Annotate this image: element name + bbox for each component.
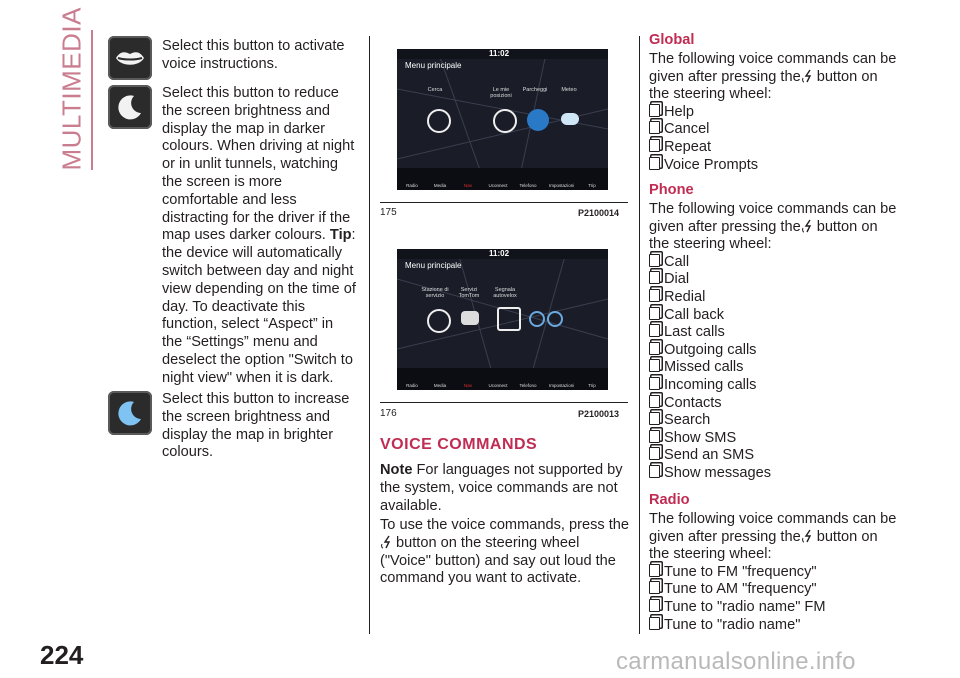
location-icon bbox=[493, 109, 517, 133]
command-item bbox=[649, 430, 736, 448]
section-title: VOICE COMMANDS bbox=[380, 436, 538, 453]
note-label: Note bbox=[380, 462, 413, 478]
voice-button-icon bbox=[801, 219, 817, 233]
screen-bottom-item: Impostazioni bbox=[549, 183, 575, 188]
checkbox-icon bbox=[649, 271, 660, 284]
night-view-text: Select this button to reduce the screen brightness and display the map in darker colours. When driving at night or in unlit tunnels, watching the screen is more comfortable and less distracting for the driver if the map uses darker colours. bbox=[162, 85, 355, 244]
command-item bbox=[649, 289, 705, 307]
screen-bottom-item: Uconnect bbox=[488, 383, 508, 388]
note-text: For languages not supported by the system, voice commands are not available. bbox=[380, 462, 623, 514]
command-text: Help bbox=[664, 103, 695, 120]
command-item bbox=[649, 121, 709, 139]
command-item bbox=[649, 324, 725, 342]
command-text: Search bbox=[664, 412, 711, 429]
watermark: carmanualsonline.info bbox=[616, 648, 856, 675]
checkbox-icon bbox=[649, 395, 660, 408]
checkbox-icon bbox=[649, 104, 660, 117]
moon-bright-icon bbox=[108, 391, 152, 435]
subheading-phone: Phone bbox=[649, 182, 694, 198]
checkbox-icon bbox=[649, 157, 660, 170]
screen-bottom-item: Uconnect bbox=[488, 183, 508, 188]
command-item bbox=[649, 581, 817, 599]
checkbox-icon bbox=[649, 289, 660, 302]
command-item bbox=[649, 139, 711, 157]
checkbox-icon bbox=[649, 254, 660, 267]
screen-menu-title: Menu principale bbox=[405, 261, 462, 270]
command-text: Redial bbox=[664, 289, 706, 305]
car-icon bbox=[461, 311, 479, 325]
command-text: Cancel bbox=[664, 121, 710, 138]
paragraph-night-view bbox=[162, 85, 356, 388]
checkbox-icon bbox=[649, 121, 660, 134]
figure-175-screen bbox=[397, 49, 608, 190]
column-divider-1 bbox=[369, 36, 370, 634]
checkbox-icon bbox=[649, 342, 660, 355]
screen-menu-title: Menu principale bbox=[405, 61, 462, 70]
command-text: Tune to FM "frequency" bbox=[664, 563, 817, 580]
command-item bbox=[649, 254, 689, 272]
command-text: Send an SMS bbox=[664, 447, 755, 464]
usage-before: To use the voice commands, press the bbox=[380, 517, 630, 533]
tip-label: Tip bbox=[329, 227, 352, 244]
subheading-global: Global bbox=[649, 32, 695, 48]
checkbox-icon bbox=[649, 617, 660, 630]
command-text: Show SMS bbox=[664, 429, 737, 446]
screen-bottom-item: Trip bbox=[588, 183, 596, 188]
checkbox-icon bbox=[649, 377, 660, 390]
parking-icon bbox=[527, 109, 549, 131]
speed-camera-icon bbox=[497, 307, 521, 331]
screen-bottom-item: Nav bbox=[463, 183, 472, 188]
intro-line: The following voice commands can be bbox=[649, 51, 897, 67]
checkbox-icon bbox=[649, 564, 660, 577]
command-item bbox=[649, 377, 756, 395]
settings-icon bbox=[529, 311, 545, 327]
tip-text: : the device will automatically switch between day and night view depending on the time of day. To deactivate this function, select “Aspect” in the “Settings” menu and deselect the option "Switch to night view" when it is dark. bbox=[162, 227, 356, 386]
screen-label: Meteo bbox=[561, 87, 577, 93]
moon-dark-icon bbox=[108, 85, 152, 129]
figure-number: 176 bbox=[380, 408, 397, 419]
command-text: Voice Prompts bbox=[664, 156, 759, 173]
command-text: Tune to AM "frequency" bbox=[664, 581, 817, 598]
command-item bbox=[649, 564, 817, 582]
command-text: Show messages bbox=[664, 465, 772, 481]
screen-bottom-item: Media bbox=[433, 183, 447, 188]
screen-label: Le mie posizioni bbox=[490, 87, 512, 99]
command-text: Call back bbox=[664, 306, 725, 323]
page-number: 224 bbox=[40, 640, 84, 670]
screen-bottom-item: Impostazioni bbox=[549, 383, 575, 388]
command-text: Repeat bbox=[664, 139, 712, 155]
intro-line: given after pressing the button on bbox=[649, 528, 878, 545]
command-item bbox=[649, 447, 754, 465]
fuel-station-icon bbox=[427, 309, 451, 333]
command-item bbox=[649, 599, 826, 617]
command-text: Call bbox=[664, 253, 690, 270]
screen-bottom-item: Media bbox=[433, 383, 447, 388]
command-text: Dial bbox=[664, 271, 690, 288]
screen-time: 11:02 bbox=[489, 49, 510, 58]
figure-code: P2100014 bbox=[578, 208, 620, 218]
screen-label: Cerca bbox=[427, 87, 443, 93]
lips-icon bbox=[108, 36, 152, 80]
intro-line: given after pressing the button on bbox=[649, 68, 878, 85]
command-item bbox=[649, 342, 756, 360]
usage-paragraph bbox=[380, 517, 630, 588]
paragraph-day-view: Select this button to increase the screen brightness and display the map in brighter colours. bbox=[162, 391, 350, 461]
checkbox-icon bbox=[649, 430, 660, 443]
screen-label: Segnala autovelox bbox=[493, 287, 517, 299]
screen-bottom-item: Nav bbox=[463, 383, 472, 388]
figure-caption-rule bbox=[380, 202, 628, 203]
side-tab bbox=[54, 7, 87, 171]
screen-bottom-item: Telefono bbox=[519, 383, 537, 388]
checkbox-icon bbox=[649, 599, 660, 612]
voice-button-icon bbox=[801, 69, 817, 83]
figure-code: P2100013 bbox=[578, 409, 620, 419]
screen-time: 11:02 bbox=[489, 249, 510, 258]
search-icon bbox=[427, 109, 451, 133]
intro-line: given after pressing the button on bbox=[649, 218, 878, 235]
help-icon bbox=[547, 311, 563, 327]
intro-line: The following voice commands can be bbox=[649, 201, 897, 217]
screen-bottom-item: Telefono bbox=[519, 183, 537, 188]
checkbox-icon bbox=[649, 581, 660, 594]
screen-bottom-item: Radio bbox=[406, 183, 418, 188]
command-item bbox=[649, 271, 689, 289]
screen-label: Servizi TomTom bbox=[458, 287, 480, 299]
screen-label: Parcheggi bbox=[522, 87, 548, 93]
command-item bbox=[649, 104, 694, 122]
command-item bbox=[649, 307, 724, 325]
checkbox-icon bbox=[649, 465, 660, 478]
command-text: Tune to "radio name" FM bbox=[664, 599, 826, 615]
figure-caption-rule bbox=[380, 402, 628, 403]
checkbox-icon bbox=[649, 412, 660, 425]
intro-line: the steering wheel: bbox=[649, 546, 772, 563]
screen-bottom-item: Trip bbox=[588, 383, 596, 388]
command-item bbox=[649, 412, 710, 430]
command-text: Missed calls bbox=[664, 359, 744, 376]
command-text: Incoming calls bbox=[664, 377, 757, 393]
command-text: Contacts bbox=[664, 394, 722, 411]
checkbox-icon bbox=[649, 139, 660, 152]
side-tab-line bbox=[91, 30, 93, 170]
intro-line: the steering wheel: bbox=[649, 236, 772, 253]
command-text: Tune to "radio name" bbox=[664, 616, 801, 633]
screen-label: Stazione di servizio bbox=[421, 287, 449, 299]
voice-button-icon bbox=[380, 535, 396, 549]
intro-line: The following voice commands can be bbox=[649, 511, 897, 527]
voice-button-icon bbox=[801, 529, 817, 543]
weather-icon bbox=[561, 113, 579, 125]
screen-bottom-item: Radio bbox=[406, 383, 418, 388]
command-item bbox=[649, 359, 743, 377]
command-item bbox=[649, 157, 758, 175]
command-item bbox=[649, 465, 771, 483]
subheading-radio: Radio bbox=[649, 492, 690, 508]
usage-after: button on the steering wheel ("Voice" button) and say out loud the command you want to activate. bbox=[380, 534, 616, 587]
note-paragraph bbox=[380, 462, 628, 515]
checkbox-icon bbox=[649, 447, 660, 460]
checkbox-icon bbox=[649, 307, 660, 320]
figure-176-screen bbox=[397, 249, 608, 390]
side-tab-label: MULTIMEDIA bbox=[56, 7, 87, 171]
column-divider-2 bbox=[639, 36, 640, 634]
checkbox-icon bbox=[649, 324, 660, 337]
checkbox-icon bbox=[649, 359, 660, 372]
paragraph-voice-instructions: Select this button to activate voice instructions. bbox=[162, 38, 345, 72]
intro-line: the steering wheel: bbox=[649, 86, 772, 103]
command-text: Outgoing calls bbox=[664, 341, 757, 358]
command-text: Last calls bbox=[664, 324, 725, 341]
command-item bbox=[649, 395, 722, 413]
figure-number: 175 bbox=[380, 207, 397, 218]
command-item bbox=[649, 617, 800, 635]
